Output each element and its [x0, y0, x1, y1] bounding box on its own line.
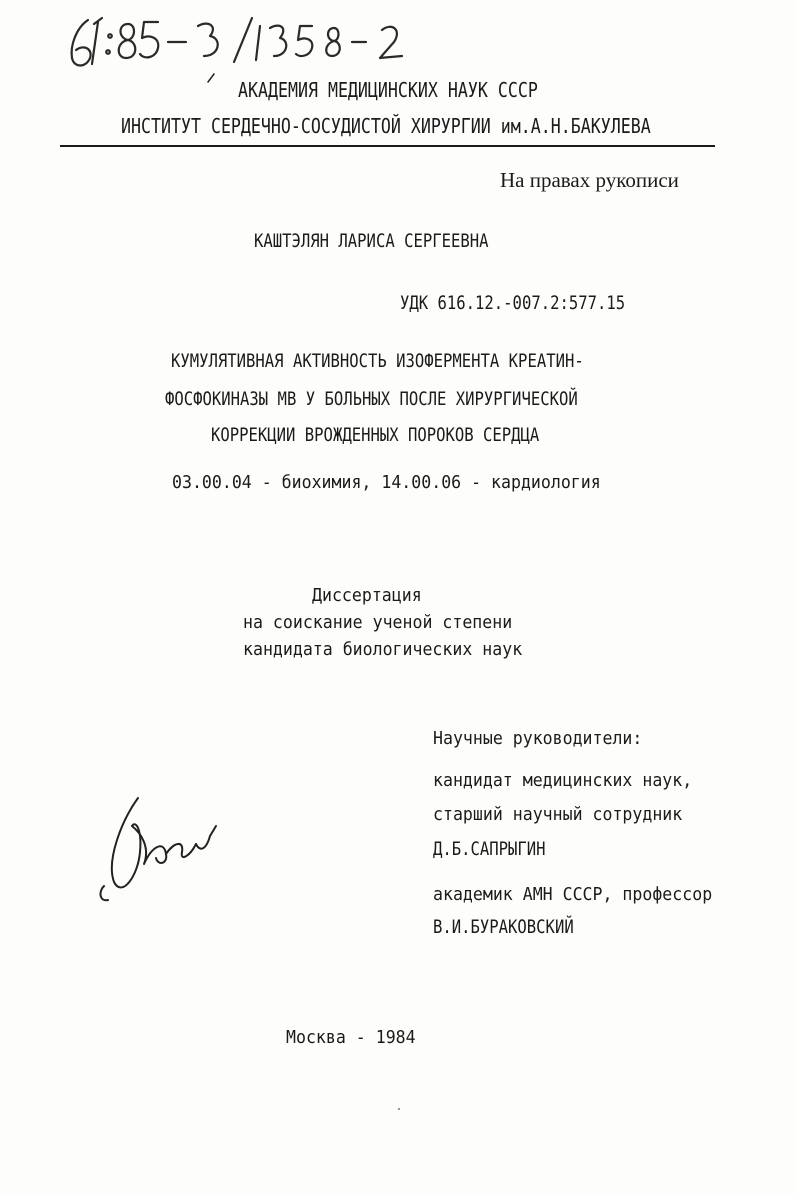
advisor-1-position: старший научный сотрудник — [433, 804, 683, 825]
advisors-heading: Научные руководители: — [433, 728, 643, 749]
dissertation-line: Диссертация — [312, 585, 422, 606]
academy-name: АКАДЕМИЯ МЕДИЦИНСКИХ НАУК СССР — [238, 78, 538, 102]
header-rule — [60, 145, 715, 147]
specialty-codes: 03.00.04 - биохимия, 14.00.06 - кардиология — [172, 472, 601, 493]
udc-code: УДК 616.12.-007.2:577.15 — [400, 292, 626, 314]
institute-name: ИНСТИТУТ СЕРДЕЧНО-СОСУДИСТОЙ ХИРУРГИИ им.А.Н.БАКУЛЕВА — [121, 114, 651, 138]
advisor-1-name: Д.Б.САПРЫГИН — [433, 838, 546, 860]
advisor-2-name: В.И.БУРАКОВСКИЙ — [433, 916, 574, 938]
thesis-title-line: КУМУЛЯТИВНАЯ АКТИВНОСТЬ ИЗОФЕРМЕНТА КРЕАТИН- — [171, 350, 584, 372]
advisor-1-degree: кандидат медицинских наук, — [433, 770, 693, 791]
manuscript-note: На правах рукописи — [500, 168, 679, 192]
handwritten-archive-code — [58, 6, 438, 88]
speck — [398, 1108, 400, 1110]
dissertation-line: кандидата биологических наук — [243, 639, 523, 660]
dissertation-line: на соискание ученой степени — [243, 612, 513, 633]
author-name: КАШТЭЛЯН ЛАРИСА СЕРГЕЕВНА — [254, 230, 489, 252]
city-year: Москва - 1984 — [286, 1027, 416, 1048]
thesis-title-line: КОРРЕКЦИИ ВРОЖДЕННЫХ ПОРОКОВ СЕРДЦА — [211, 424, 540, 446]
advisor-2-title: академик АМН СССР, профессор — [433, 884, 713, 905]
signature-icon — [92, 790, 232, 910]
thesis-title-line: ФОСФОКИНАЗЫ МВ У БОЛЬНЫХ ПОСЛЕ ХИРУРГИЧЕСКОЙ — [165, 388, 578, 410]
